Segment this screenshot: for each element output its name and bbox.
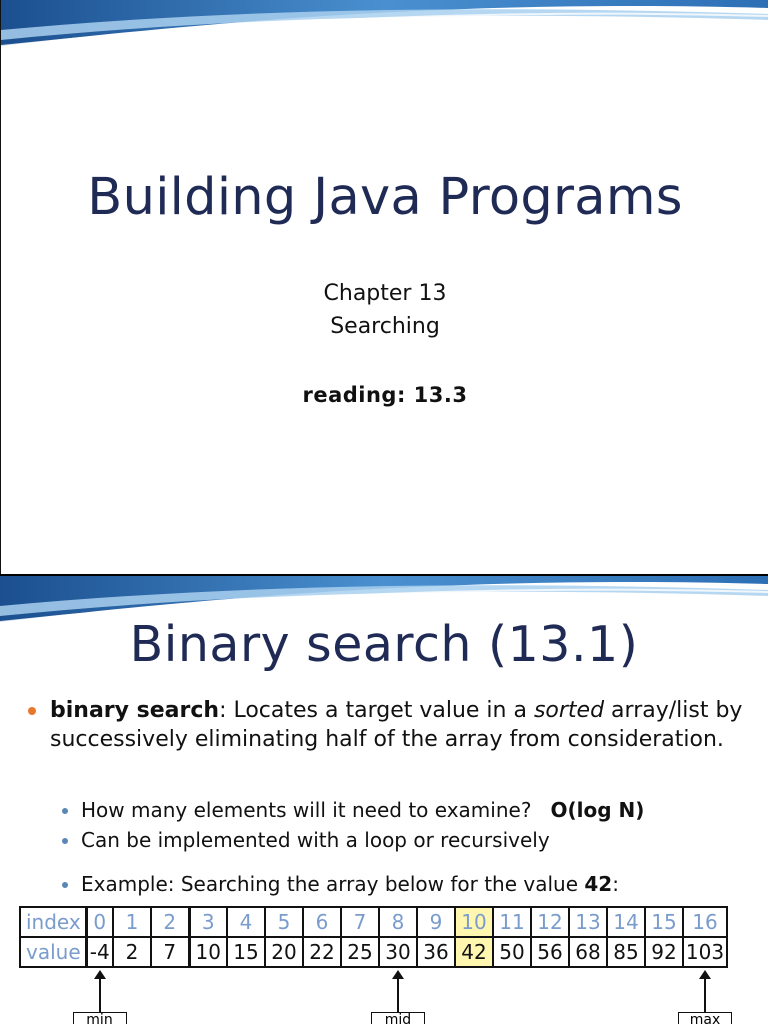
- topic-label: Searching: [330, 314, 440, 339]
- term-bold: binary search: [50, 698, 220, 723]
- example-colon: :: [612, 872, 619, 896]
- value-cell: 25: [341, 937, 379, 967]
- value-cell: 10: [189, 937, 227, 967]
- index-cell: 13: [569, 907, 607, 937]
- complexity-question: How many elements will it need to examine?: [81, 798, 532, 822]
- mid-pointer-arrow: [397, 972, 399, 1012]
- sub-bullet-complexity: [62, 797, 752, 823]
- bullet-definition: [28, 696, 758, 754]
- value-cell: 42: [455, 937, 493, 967]
- value-header: value: [20, 937, 86, 967]
- definition-text: : Locates a target value in a: [219, 698, 534, 723]
- value-cell: 103: [683, 937, 727, 967]
- value-cell: 56: [531, 937, 569, 967]
- implementation-text: Can be implemented with a loop or recursively: [81, 828, 550, 852]
- index-cell: 16: [683, 907, 727, 937]
- index-cell: 8: [379, 907, 417, 937]
- sub-bullet-dot-icon: [62, 838, 68, 844]
- array-table: [19, 906, 728, 968]
- value-cell: -4: [86, 937, 113, 967]
- min-pointer-label: min: [73, 1012, 127, 1024]
- chapter-label: Chapter 13: [323, 281, 447, 306]
- sub-bullet-example: [62, 871, 752, 897]
- complexity-answer: O(log N): [550, 798, 645, 822]
- index-cell: 5: [265, 907, 303, 937]
- sub-bullet-implementation: [62, 827, 752, 853]
- max-pointer-label: max: [678, 1012, 732, 1024]
- value-cell: 36: [417, 937, 455, 967]
- min-pointer-arrow: [99, 972, 101, 1012]
- index-cell: 10: [455, 907, 493, 937]
- example-target-value: 42: [584, 872, 613, 896]
- sorted-italic: sorted: [533, 698, 605, 723]
- index-row: [20, 907, 727, 937]
- index-cell: 14: [607, 907, 645, 937]
- index-cell: 9: [417, 907, 455, 937]
- index-header: index: [20, 907, 86, 937]
- value-cell: 30: [379, 937, 417, 967]
- definition-text-2: array/list by successively eliminating half of the array from consideration.: [50, 698, 743, 752]
- slide-title: Binary search (13.1): [129, 616, 639, 673]
- index-cell: 15: [645, 907, 683, 937]
- index-cell: 6: [303, 907, 341, 937]
- value-cell: 68: [569, 937, 607, 967]
- max-pointer-arrow: [704, 972, 706, 1012]
- sub-bullet-dot-icon: [62, 882, 68, 888]
- value-cell: 20: [265, 937, 303, 967]
- reading-label: reading: 13.3: [302, 383, 468, 407]
- binary-search-slide: [0, 576, 768, 1024]
- index-cell: 12: [531, 907, 569, 937]
- slide-title: Building Java Programs: [87, 168, 683, 227]
- value-cell: 7: [151, 937, 189, 967]
- index-cell: 2: [151, 907, 189, 937]
- mid-pointer-label: mid: [371, 1012, 425, 1024]
- value-cell: 15: [227, 937, 265, 967]
- header-swoosh-graphic: [1, 0, 768, 52]
- index-cell: 7: [341, 907, 379, 937]
- sub-bullet-dot-icon: [62, 808, 68, 814]
- value-cell: 50: [493, 937, 531, 967]
- example-text: Example: Searching the array below for the value: [81, 872, 585, 896]
- index-cell: 1: [113, 907, 151, 937]
- index-cell: 4: [227, 907, 265, 937]
- value-row: [20, 937, 727, 967]
- index-cell: 3: [189, 907, 227, 937]
- value-cell: 92: [645, 937, 683, 967]
- index-cell: 11: [493, 907, 531, 937]
- value-cell: 85: [607, 937, 645, 967]
- value-cell: 2: [113, 937, 151, 967]
- bullet-dot-icon: [28, 707, 36, 715]
- value-cell: 22: [303, 937, 341, 967]
- index-cell: 0: [86, 907, 113, 937]
